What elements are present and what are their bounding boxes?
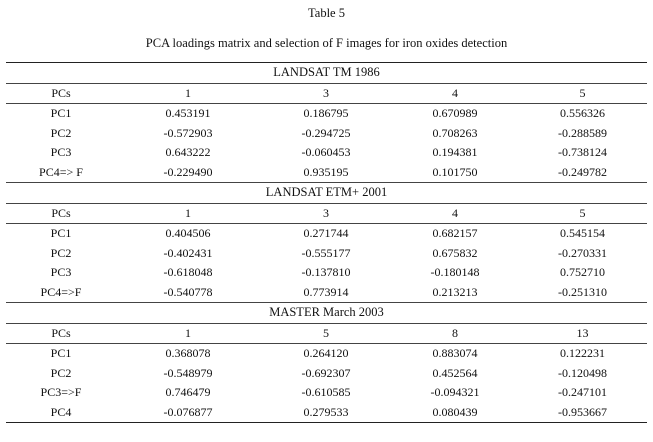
table-cell: -0.180148 bbox=[430, 265, 480, 279]
table-cell: -0.251310 bbox=[558, 284, 607, 299]
row-label: PC4 bbox=[6, 403, 116, 423]
section-title: LANDSAT TM 1986 bbox=[6, 63, 647, 84]
table-cell: 0.746479 bbox=[165, 385, 211, 399]
table-row bbox=[6, 124, 647, 144]
header-cell: 1 bbox=[116, 203, 260, 224]
table-cell: 0.545154 bbox=[518, 224, 647, 244]
row-label: PC2 bbox=[50, 125, 72, 140]
table-cell: -0.953667 bbox=[518, 403, 647, 423]
table-cell: -0.555177 bbox=[301, 245, 351, 260]
table-cell: 0.080439 bbox=[392, 403, 518, 423]
table-row bbox=[6, 244, 647, 264]
table-cell: -0.249782 bbox=[558, 164, 607, 179]
section-title-row bbox=[6, 183, 647, 204]
section-title: MASTER March 2003 bbox=[6, 303, 647, 324]
header-cell: 1 bbox=[116, 83, 260, 104]
table-cell: 0.773914 bbox=[303, 284, 349, 299]
header-cell: PCs bbox=[6, 323, 116, 344]
table-cell: -0.076877 bbox=[116, 403, 260, 423]
table-row bbox=[6, 104, 647, 124]
table-cell: -0.094321 bbox=[430, 385, 480, 399]
table-cell: 0.935195 bbox=[303, 164, 349, 179]
row-label: PC2 bbox=[50, 245, 72, 260]
table-row bbox=[6, 344, 647, 364]
header-cell: 5 bbox=[518, 203, 647, 224]
table-cell: -0.540778 bbox=[163, 284, 213, 299]
section-title-row bbox=[6, 303, 647, 324]
table-cell: 0.122231 bbox=[518, 344, 647, 364]
row-label: PC4=>F bbox=[40, 284, 82, 299]
table-cell: -0.137810 bbox=[301, 265, 351, 279]
table-cell: 0.264120 bbox=[260, 344, 392, 364]
table-cell: -0.402431 bbox=[163, 245, 213, 260]
table-row bbox=[6, 283, 647, 303]
table-cell: 0.368078 bbox=[116, 344, 260, 364]
header-cell: PCs bbox=[6, 203, 116, 224]
table-cell: -0.738124 bbox=[558, 145, 607, 159]
table-cell: 0.194381 bbox=[432, 145, 478, 159]
row-label: PC1 bbox=[6, 104, 116, 124]
table-cell: 0.682157 bbox=[392, 224, 518, 244]
table-cell: -0.270331 bbox=[558, 245, 607, 260]
row-label: PC3 bbox=[50, 145, 72, 159]
table-cell: 0.186795 bbox=[260, 104, 392, 124]
header-cell: 1 bbox=[116, 323, 260, 344]
header-cell: 8 bbox=[392, 323, 518, 344]
section-title-row bbox=[6, 63, 647, 84]
table-cell: -0.247101 bbox=[558, 385, 607, 399]
table-row bbox=[6, 403, 647, 423]
table-cell: 0.556326 bbox=[518, 104, 647, 124]
header-row bbox=[6, 203, 647, 224]
table-cell: -0.618048 bbox=[163, 265, 213, 279]
header-cell: 4 bbox=[392, 83, 518, 104]
header-row bbox=[6, 323, 647, 344]
table-cell: 0.643222 bbox=[165, 145, 211, 159]
table-row bbox=[6, 364, 647, 384]
table-cell: 0.453191 bbox=[116, 104, 260, 124]
table-number: Table 5 bbox=[308, 6, 345, 20]
table-cell: 0.271744 bbox=[260, 224, 392, 244]
table-cell: -0.060453 bbox=[301, 145, 351, 159]
table-cell: 0.404506 bbox=[116, 224, 260, 244]
table-row bbox=[6, 224, 647, 244]
table-row bbox=[6, 383, 647, 403]
table-row bbox=[6, 263, 647, 283]
table-cell: 0.883074 bbox=[392, 344, 518, 364]
table-cell: 0.279533 bbox=[260, 403, 392, 423]
header-cell: 5 bbox=[518, 83, 647, 104]
table-cell: 0.708263 bbox=[432, 125, 478, 140]
header-cell: 3 bbox=[260, 83, 392, 104]
row-label: PC1 bbox=[6, 344, 116, 364]
header-cell: 4 bbox=[392, 203, 518, 224]
row-label: PC4=> F bbox=[39, 164, 83, 179]
header-cell: 3 bbox=[260, 203, 392, 224]
table-cell: 0.752710 bbox=[560, 265, 605, 279]
pca-loadings-table bbox=[6, 62, 647, 423]
table-cell: -0.120498 bbox=[558, 365, 607, 380]
table-cell: 0.670989 bbox=[392, 104, 518, 124]
table-cell: -0.692307 bbox=[301, 365, 351, 380]
header-cell: 13 bbox=[518, 323, 647, 344]
table-cell: -0.229490 bbox=[163, 164, 213, 179]
row-label: PC1 bbox=[6, 224, 116, 244]
header-row bbox=[6, 83, 647, 104]
section-title: LANDSAT ETM+ 2001 bbox=[6, 183, 647, 204]
table-cell: 0.213213 bbox=[432, 284, 478, 299]
row-label: PC2 bbox=[50, 365, 72, 380]
row-label: PC3=>F bbox=[40, 385, 82, 399]
header-cell: PCs bbox=[6, 83, 116, 104]
table-cell: -0.572903 bbox=[163, 125, 213, 140]
table-cell: -0.610585 bbox=[301, 385, 351, 399]
table-cell: -0.294725 bbox=[301, 125, 351, 140]
table-cell: 0.452564 bbox=[432, 365, 478, 380]
table-row bbox=[6, 163, 647, 183]
table-cell: 0.101750 bbox=[432, 164, 478, 179]
table-cell: -0.548979 bbox=[163, 365, 213, 380]
table-row bbox=[6, 143, 647, 163]
table-caption: PCA loadings matrix and selection of F images for iron oxides detection bbox=[145, 36, 508, 50]
header-cell: 5 bbox=[260, 323, 392, 344]
table-cell: -0.288589 bbox=[558, 125, 607, 140]
table-cell: 0.675832 bbox=[432, 245, 478, 260]
row-label: PC3 bbox=[50, 265, 72, 279]
